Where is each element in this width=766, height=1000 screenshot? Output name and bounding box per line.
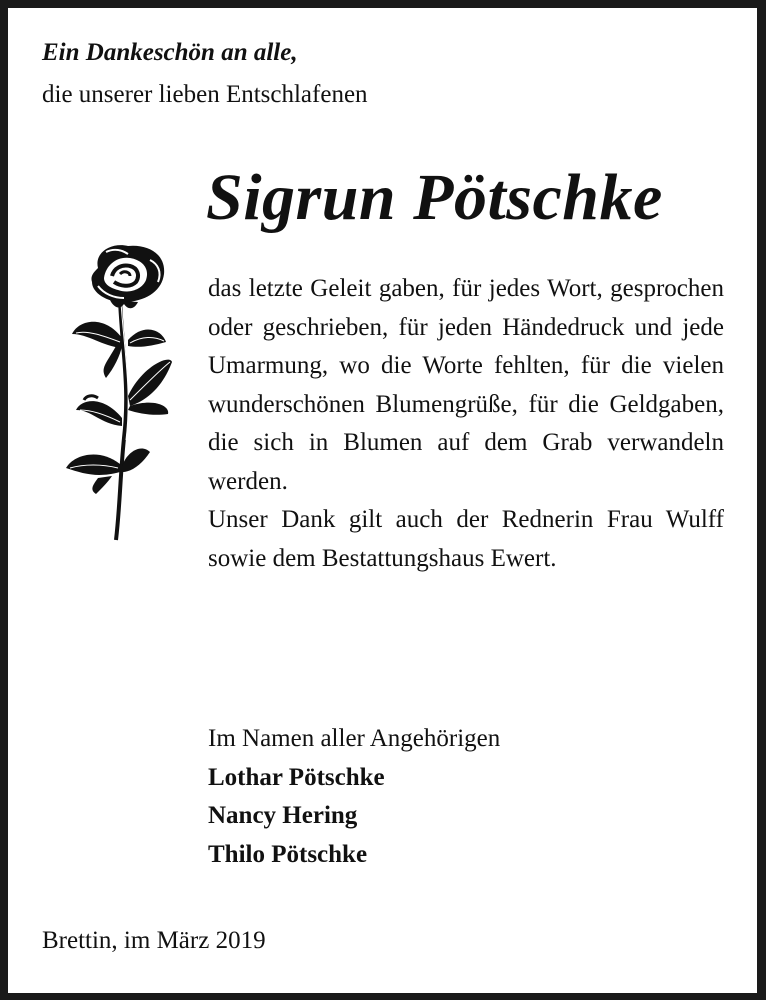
signature-block (208, 720, 500, 874)
place-date: Brettin, im März 2019 (42, 927, 266, 954)
thank-you-text (208, 270, 724, 578)
signer-name: Lothar Pötschke (208, 763, 385, 791)
signer-name: Nancy Hering (208, 802, 358, 829)
signer-name: Thilo Pötschke (208, 840, 368, 868)
rose-icon (58, 238, 178, 544)
heading: Ein Dankeschön an alle, (42, 39, 298, 66)
thank-you-paragraph: das letzte Geleit gaben, für jedes Wort, gesprochen oder geschrieben, für jeden Händedruck und jede Umarmung, wo die Worte fehlten, für die vielen wunderschönen Blumengrüße, für die Geldgaben, die sich in Blumen auf dem Grab verwandeln werden. (208, 275, 724, 495)
deceased-name: Sigrun Pötschke (206, 161, 663, 234)
subheading: die unserer lieben Entschlafenen (42, 81, 368, 108)
signature-intro: Im Namen aller Angehörigen (208, 725, 501, 752)
thank-you-paragraph: Unser Dank gilt auch der Rednerin Frau Wulff sowie dem Bestattungshaus Ewert. (208, 506, 724, 572)
